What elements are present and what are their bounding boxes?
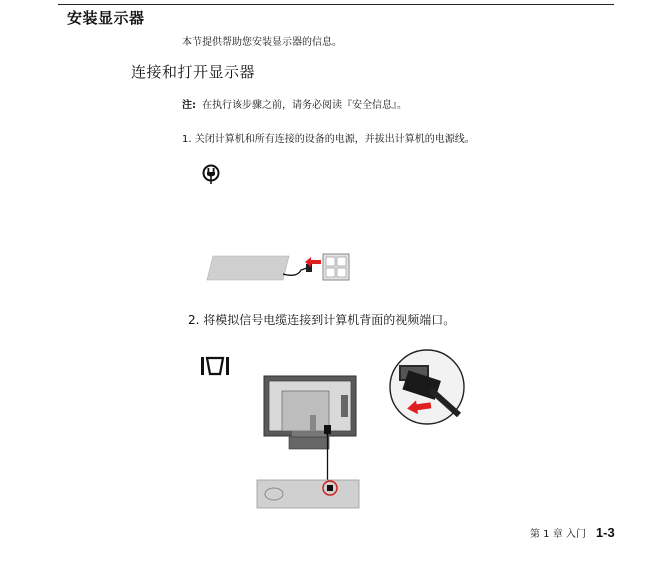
vga-connector-icon xyxy=(200,355,230,377)
power-cable xyxy=(283,268,307,275)
step-2: 2. 将模拟信号电缆连接到计算机背面的视频端口。 xyxy=(188,313,456,327)
step-1: 1. 关闭计算机和所有连接的设备的电源，并拔出计算机的电源线。 xyxy=(182,134,475,145)
page-footer xyxy=(530,525,615,540)
top-rule xyxy=(58,4,614,5)
note xyxy=(182,96,407,111)
power-plug-icon xyxy=(201,163,221,187)
computer-shape xyxy=(207,256,289,280)
computer-case xyxy=(257,480,359,508)
section-title: 安装显示器 xyxy=(67,9,145,27)
monitor-vga-port xyxy=(324,425,331,434)
monitor-stand xyxy=(292,431,326,437)
unplug-illustration xyxy=(205,250,355,286)
subsection-title: 连接和打开显示器 xyxy=(131,63,256,81)
vga-connection-illustration xyxy=(255,345,470,515)
page-number: 1-3 xyxy=(595,525,615,540)
footer-chapter: 第 1 章 入门 xyxy=(530,529,586,540)
note-label: 注: xyxy=(182,100,196,111)
note-text: 在执行该步骤之前，请务必阅读『安全信息』。 xyxy=(202,100,407,111)
section-intro: 本节提供帮助您安装显示器的信息。 xyxy=(182,37,342,48)
